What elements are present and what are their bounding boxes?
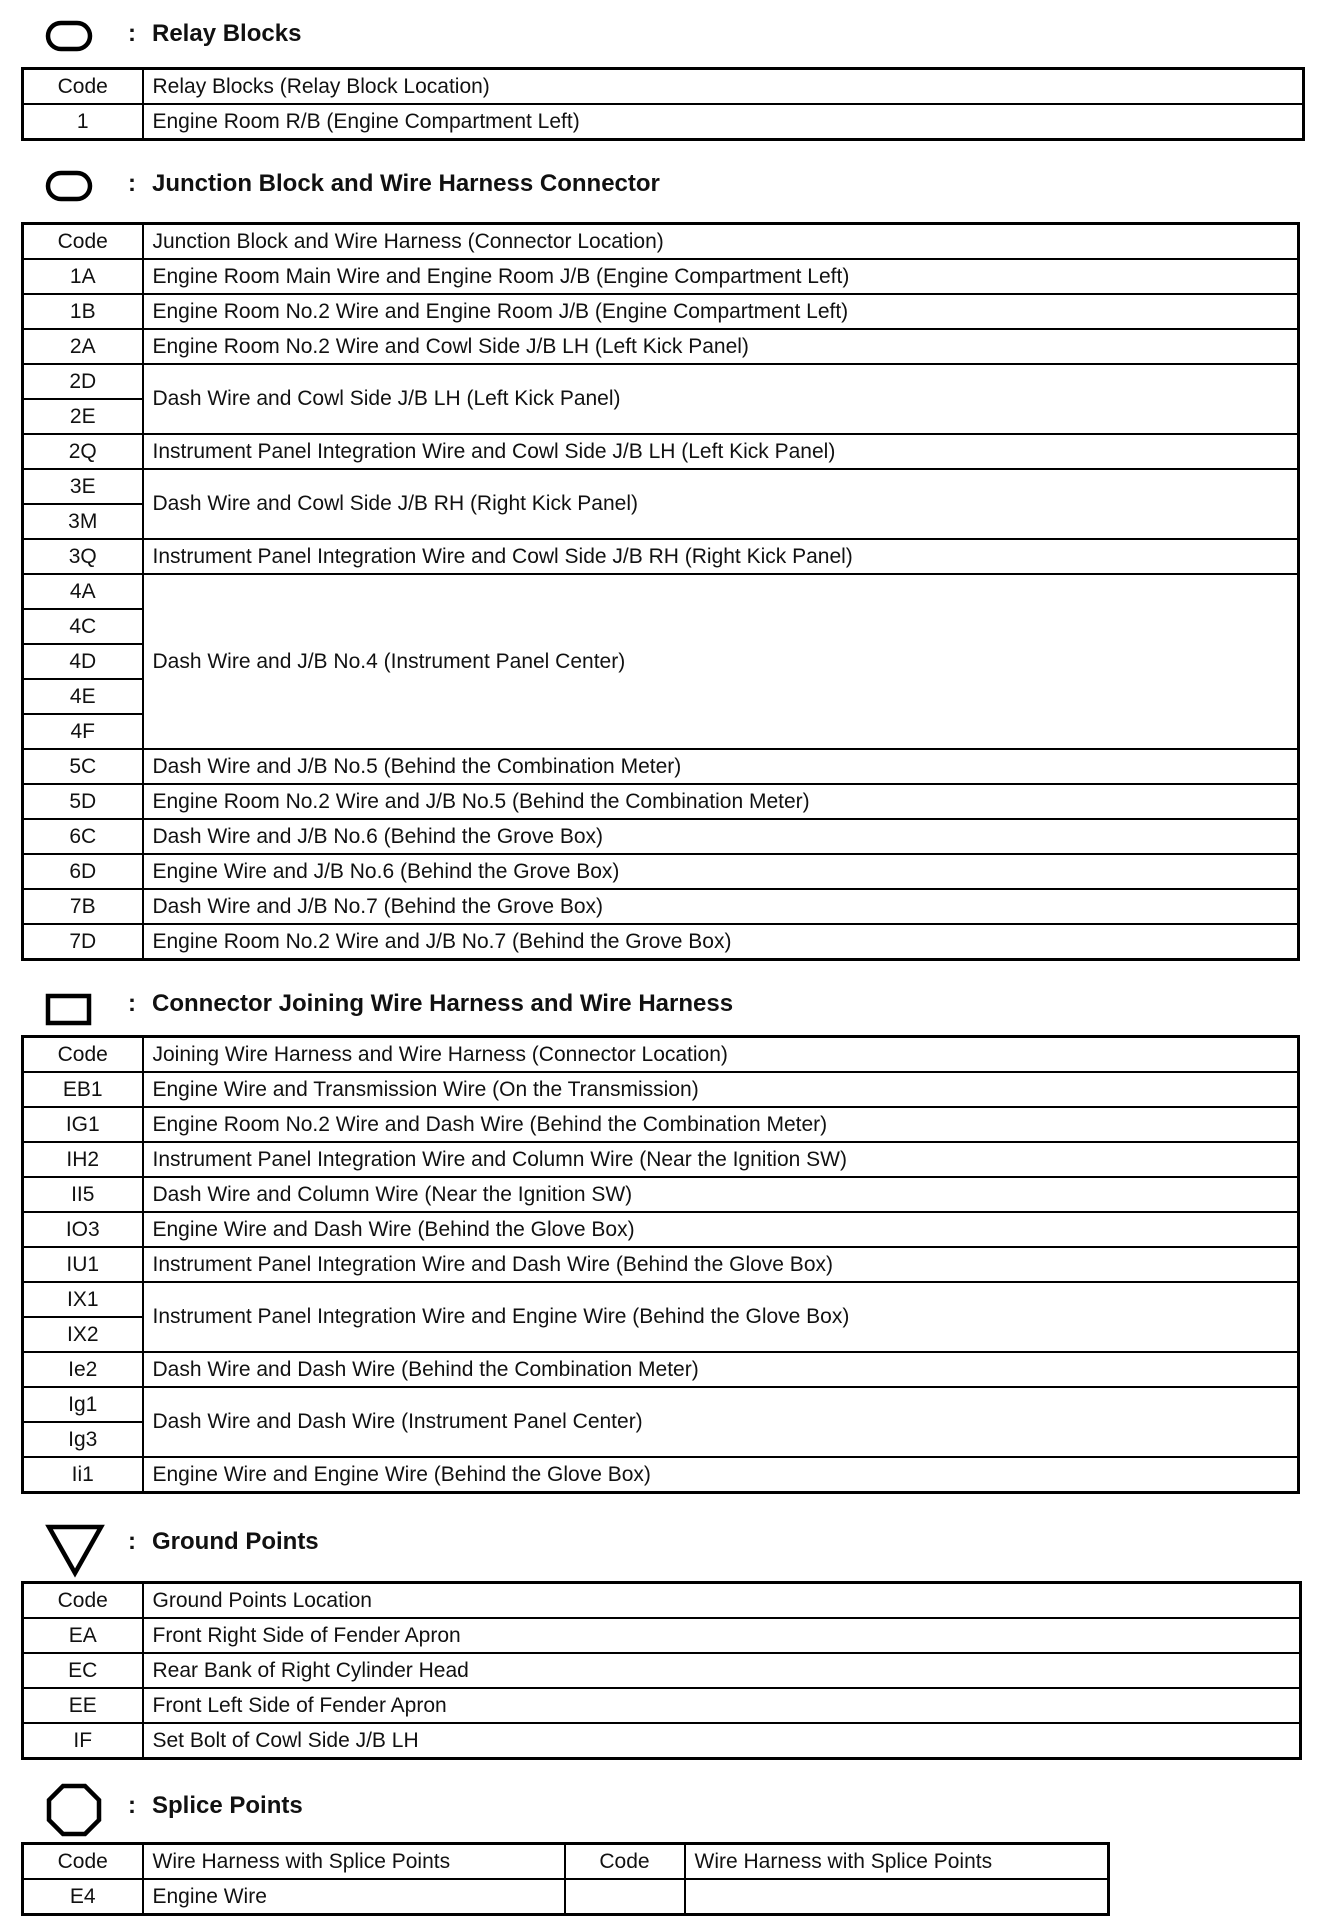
code-cell: 4E	[23, 679, 143, 714]
code-cell: 6C	[23, 819, 143, 854]
table-row	[23, 574, 1299, 609]
table-row	[23, 1142, 1299, 1177]
desc-header: Ground Points Location	[143, 1583, 1301, 1619]
code-cell: IF	[23, 1723, 143, 1759]
desc-cell: Engine Wire and J/B No.6 (Behind the Grove Box)	[143, 854, 1299, 889]
desc-cell: Dash Wire and Cowl Side J/B LH (Left Kick Panel)	[143, 364, 1299, 434]
table-row	[23, 1723, 1301, 1759]
relay-blocks-heading	[45, 18, 645, 62]
ground-points-table	[21, 1581, 1302, 1760]
code-cell: 4C	[23, 609, 143, 644]
desc-cell: Dash Wire and Cowl Side J/B RH (Right Kick Panel)	[143, 469, 1299, 539]
desc-cell: Instrument Panel Integration Wire and Engine Wire (Behind the Glove Box)	[143, 1282, 1299, 1352]
code-header: Code	[23, 224, 143, 260]
desc-header: Wire Harness with Splice Points	[143, 1844, 565, 1880]
table-row	[23, 1177, 1299, 1212]
desc-cell: Engine Wire and Engine Wire (Behind the Glove Box)	[143, 1457, 1299, 1493]
desc-header: Wire Harness with Splice Points	[685, 1844, 1109, 1880]
code-cell: 5C	[23, 749, 143, 784]
heading-colon: :	[128, 170, 136, 197]
junction-blocks-heading	[45, 168, 845, 212]
desc-cell: Dash Wire and Dash Wire (Instrument Panel Center)	[143, 1387, 1299, 1457]
code-cell: 1A	[23, 259, 143, 294]
desc-cell: Engine Room No.2 Wire and Engine Room J/B (Engine Compartment Left)	[143, 294, 1299, 329]
table-row	[23, 854, 1299, 889]
code-cell: IU1	[23, 1247, 143, 1282]
table-row	[23, 1107, 1299, 1142]
desc-cell: Dash Wire and Dash Wire (Behind the Combination Meter)	[143, 1352, 1299, 1387]
desc-cell: Engine Room No.2 Wire and Dash Wire (Behind the Combination Meter)	[143, 1107, 1299, 1142]
desc-cell: Dash Wire and J/B No.4 (Instrument Panel Center)	[143, 574, 1299, 749]
connectors-table	[21, 1035, 1300, 1494]
table-row	[23, 819, 1299, 854]
desc-header: Junction Block and Wire Harness (Connector Location)	[143, 224, 1299, 260]
table-row	[23, 1457, 1299, 1493]
desc-cell: Engine Room R/B (Engine Compartment Left)	[143, 104, 1304, 140]
splice-points-table	[21, 1842, 1110, 1916]
code-cell: 1	[23, 104, 143, 140]
code-cell	[565, 1879, 685, 1915]
code-header: Code	[565, 1844, 685, 1880]
desc-cell: Dash Wire and J/B No.5 (Behind the Combination Meter)	[143, 749, 1299, 784]
table-row	[23, 539, 1299, 574]
code-cell: Ie2	[23, 1352, 143, 1387]
code-cell: 1B	[23, 294, 143, 329]
down-triangle-icon	[45, 1524, 105, 1578]
desc-cell: Rear Bank of Right Cylinder Head	[143, 1653, 1301, 1688]
table-row	[23, 434, 1299, 469]
desc-cell: Front Left Side of Fender Apron	[143, 1688, 1301, 1723]
table-header-row	[23, 1583, 1301, 1619]
table-row	[23, 1352, 1299, 1387]
desc-cell: Engine Wire	[143, 1879, 565, 1915]
desc-cell: Dash Wire and J/B No.7 (Behind the Grove Box)	[143, 889, 1299, 924]
desc-cell: Instrument Panel Integration Wire and Cowl Side J/B LH (Left Kick Panel)	[143, 434, 1299, 469]
table-row	[23, 294, 1299, 329]
code-cell: 2A	[23, 329, 143, 364]
code-cell: IX1	[23, 1282, 143, 1317]
code-cell: EE	[23, 1688, 143, 1723]
desc-cell: Instrument Panel Integration Wire and Dash Wire (Behind the Glove Box)	[143, 1247, 1299, 1282]
section-title: Ground Points	[152, 1528, 319, 1555]
table-row	[23, 1072, 1299, 1107]
code-cell: Ig1	[23, 1387, 143, 1422]
junction-blocks-table	[21, 222, 1300, 961]
relay-blocks-table	[21, 67, 1305, 141]
desc-cell: Engine Room No.2 Wire and Cowl Side J/B LH (Left Kick Panel)	[143, 329, 1299, 364]
code-cell: IX2	[23, 1317, 143, 1352]
splice-points-heading	[45, 1782, 645, 1826]
code-cell: 6D	[23, 854, 143, 889]
table-row	[23, 1247, 1299, 1282]
code-header: Code	[23, 69, 143, 105]
desc-cell: Engine Room No.2 Wire and J/B No.5 (Behind the Combination Meter)	[143, 784, 1299, 819]
desc-cell: Set Bolt of Cowl Side J/B LH	[143, 1723, 1301, 1759]
table-row	[23, 259, 1299, 294]
code-cell: IG1	[23, 1107, 143, 1142]
desc-cell: Engine Room No.2 Wire and J/B No.7 (Behind the Grove Box)	[143, 924, 1299, 960]
code-header: Code	[23, 1844, 143, 1880]
desc-header: Joining Wire Harness and Wire Harness (Connector Location)	[143, 1037, 1299, 1073]
code-cell: Ii1	[23, 1457, 143, 1493]
heading-colon: :	[128, 990, 136, 1017]
table-header-row	[23, 1844, 1109, 1880]
table-row	[23, 784, 1299, 819]
section-title: Relay Blocks	[152, 20, 302, 47]
table-header-row	[23, 69, 1304, 105]
desc-cell: Engine Wire and Transmission Wire (On the Transmission)	[143, 1072, 1299, 1107]
code-header: Code	[23, 1583, 143, 1619]
table-row	[23, 1282, 1299, 1317]
code-cell: II5	[23, 1177, 143, 1212]
square-icon	[45, 988, 95, 1028]
table-header-row	[23, 1037, 1299, 1073]
code-cell: 5D	[23, 784, 143, 819]
code-cell: 2Q	[23, 434, 143, 469]
code-cell: IH2	[23, 1142, 143, 1177]
code-cell: 3M	[23, 504, 143, 539]
code-cell: 7B	[23, 889, 143, 924]
rounded-oval-icon	[45, 18, 95, 54]
rounded-oval-icon	[45, 168, 95, 204]
desc-cell: Dash Wire and Column Wire (Near the Ignition SW)	[143, 1177, 1299, 1212]
code-cell: 3Q	[23, 539, 143, 574]
code-header: Code	[23, 1037, 143, 1073]
code-cell: 4A	[23, 574, 143, 609]
code-cell: EB1	[23, 1072, 143, 1107]
heading-colon: :	[128, 1528, 136, 1555]
code-cell: IO3	[23, 1212, 143, 1247]
table-row	[23, 749, 1299, 784]
table-row	[23, 1879, 1109, 1915]
octagon-icon	[45, 1782, 105, 1838]
code-cell: 4D	[23, 644, 143, 679]
desc-cell: Instrument Panel Integration Wire and Cowl Side J/B RH (Right Kick Panel)	[143, 539, 1299, 574]
table-row	[23, 1618, 1301, 1653]
section-title: Splice Points	[152, 1792, 303, 1819]
heading-colon: :	[128, 20, 136, 47]
desc-cell: Dash Wire and J/B No.6 (Behind the Grove Box)	[143, 819, 1299, 854]
table-header-row	[23, 224, 1299, 260]
desc-cell: Engine Wire and Dash Wire (Behind the Glove Box)	[143, 1212, 1299, 1247]
section-title: Connector Joining Wire Harness and Wire Harness	[152, 990, 734, 1017]
desc-cell: Instrument Panel Integration Wire and Column Wire (Near the Ignition SW)	[143, 1142, 1299, 1177]
table-row	[23, 364, 1299, 399]
table-row	[23, 1387, 1299, 1422]
table-row	[23, 1688, 1301, 1723]
code-cell: Ig3	[23, 1422, 143, 1457]
table-row	[23, 104, 1304, 140]
desc-cell	[685, 1879, 1109, 1915]
table-row	[23, 1212, 1299, 1247]
code-cell: 3E	[23, 469, 143, 504]
code-cell: EA	[23, 1618, 143, 1653]
code-cell: 2E	[23, 399, 143, 434]
code-cell: 2D	[23, 364, 143, 399]
section-title: Junction Block and Wire Harness Connector	[152, 170, 660, 197]
table-row	[23, 469, 1299, 504]
table-row	[23, 329, 1299, 364]
heading-colon: :	[128, 1792, 136, 1819]
desc-header: Relay Blocks (Relay Block Location)	[143, 69, 1304, 105]
code-cell: EC	[23, 1653, 143, 1688]
code-cell: E4	[23, 1879, 143, 1915]
ground-points-heading	[45, 1524, 645, 1568]
table-row	[23, 924, 1299, 960]
table-row	[23, 1653, 1301, 1688]
desc-cell: Front Right Side of Fender Apron	[143, 1618, 1301, 1653]
table-row	[23, 889, 1299, 924]
desc-cell: Engine Room Main Wire and Engine Room J/B (Engine Compartment Left)	[143, 259, 1299, 294]
connectors-heading	[45, 988, 945, 1032]
code-cell: 4F	[23, 714, 143, 749]
code-cell: 7D	[23, 924, 143, 960]
